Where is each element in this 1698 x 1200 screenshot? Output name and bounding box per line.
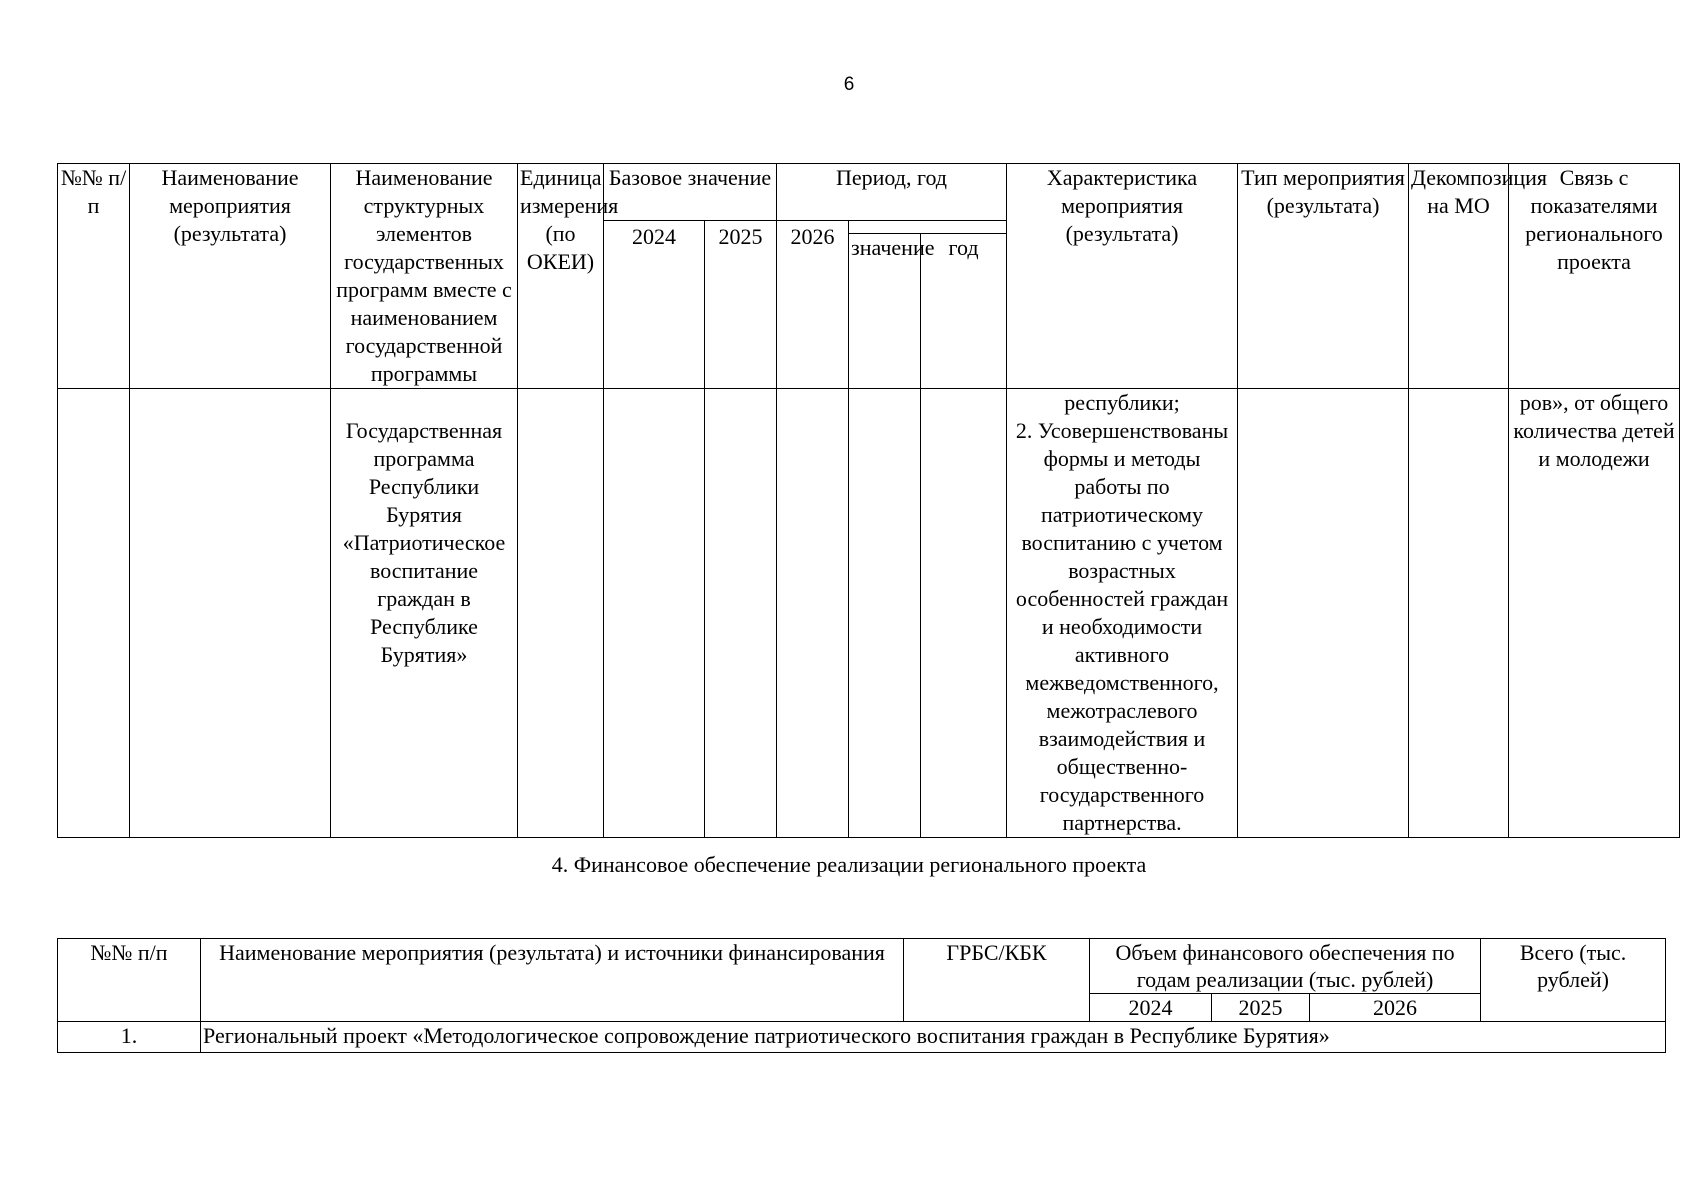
header-unit: Единица измерения (по ОКЕИ) <box>518 164 604 389</box>
cell-2025 <box>849 389 921 838</box>
cell-decomposition <box>1409 389 1509 838</box>
section-title: 4. Финансовое обеспечение реализации регионального проекта <box>551 852 1147 877</box>
header-year-2024: 2024 <box>604 221 705 389</box>
header-period: Период, год <box>777 164 1007 221</box>
header-characteristic: Характеристика мероприятия (результата) <box>1007 164 1238 389</box>
fin-row-num: 1. <box>58 1022 201 1053</box>
header-decomposition: Декомпозиция на МО <box>1409 164 1509 389</box>
header-base-value-year: год <box>921 234 1007 389</box>
header-num: №№ п/п <box>58 164 130 389</box>
header-link: Связь с показателями регионального проекта <box>1509 164 1680 389</box>
fin-header-num: №№ п/п <box>58 939 201 1022</box>
header-year-2026: 2026 <box>777 221 849 389</box>
cell-event-name <box>130 389 331 838</box>
cell-num <box>58 389 130 838</box>
fin-header-name: Наименование мероприятия (результата) и источники финансирования <box>201 939 904 1022</box>
cell-characteristic <box>1007 389 1238 838</box>
fin-header-total: Всего (тыс. рублей) <box>1481 939 1666 1022</box>
cell-type <box>1238 389 1409 838</box>
header-year-2025: 2025 <box>705 221 777 389</box>
cell-base-value <box>604 389 705 838</box>
header-type: Тип мероприятия (результата) <box>1238 164 1409 389</box>
fin-header-grbs: ГРБС/КБК <box>904 939 1090 1022</box>
events-table <box>57 163 1680 838</box>
cell-2024 <box>777 389 849 838</box>
header-base-value-value: значение <box>849 234 921 389</box>
table-row <box>58 1022 1666 1053</box>
fin-header-year-2026: 2026 <box>1310 994 1481 1022</box>
cell-unit <box>518 389 604 838</box>
fin-row-name: Региональный проект «Методологическое сопровождение патриотического воспитания граждан в Республике Бурятия» <box>201 1022 1666 1053</box>
characteristic-line-1: республики; <box>1064 390 1180 415</box>
financing-table <box>57 938 1666 1053</box>
fin-header-year-2024: 2024 <box>1090 994 1212 1022</box>
page-number: 6 <box>843 74 855 95</box>
cell-link: ров», от общего количества детей и молодежи <box>1509 389 1680 838</box>
table-row <box>58 389 1680 838</box>
characteristic-line-2: 2. Усовершенствованы формы и методы работы по патриотическому воспитанию с учетом возрастных особенностей граждан и необходимости активного межведомственного, межотраслевого взаимодействия и общественно-государственного партнерства. <box>1015 418 1229 835</box>
header-event-name: Наименование мероприятия (результата) <box>130 164 331 389</box>
cell-base-year <box>705 389 777 838</box>
fin-header-year-2025: 2025 <box>1212 994 1310 1022</box>
cell-struct-elements: Государственная программа Республики Бурятия «Патриотическое воспитание граждан в Республике Бурятия» <box>331 389 518 838</box>
fin-header-volume: Объем финансового обеспечения по годам реализации (тыс. рублей) <box>1090 939 1481 994</box>
cell-2026 <box>921 389 1007 838</box>
header-struct-elements: Наименование структурных элементов государственных программ вместе с наименованием государственной программы <box>331 164 518 389</box>
header-base-value: Базовое значение <box>604 164 777 221</box>
